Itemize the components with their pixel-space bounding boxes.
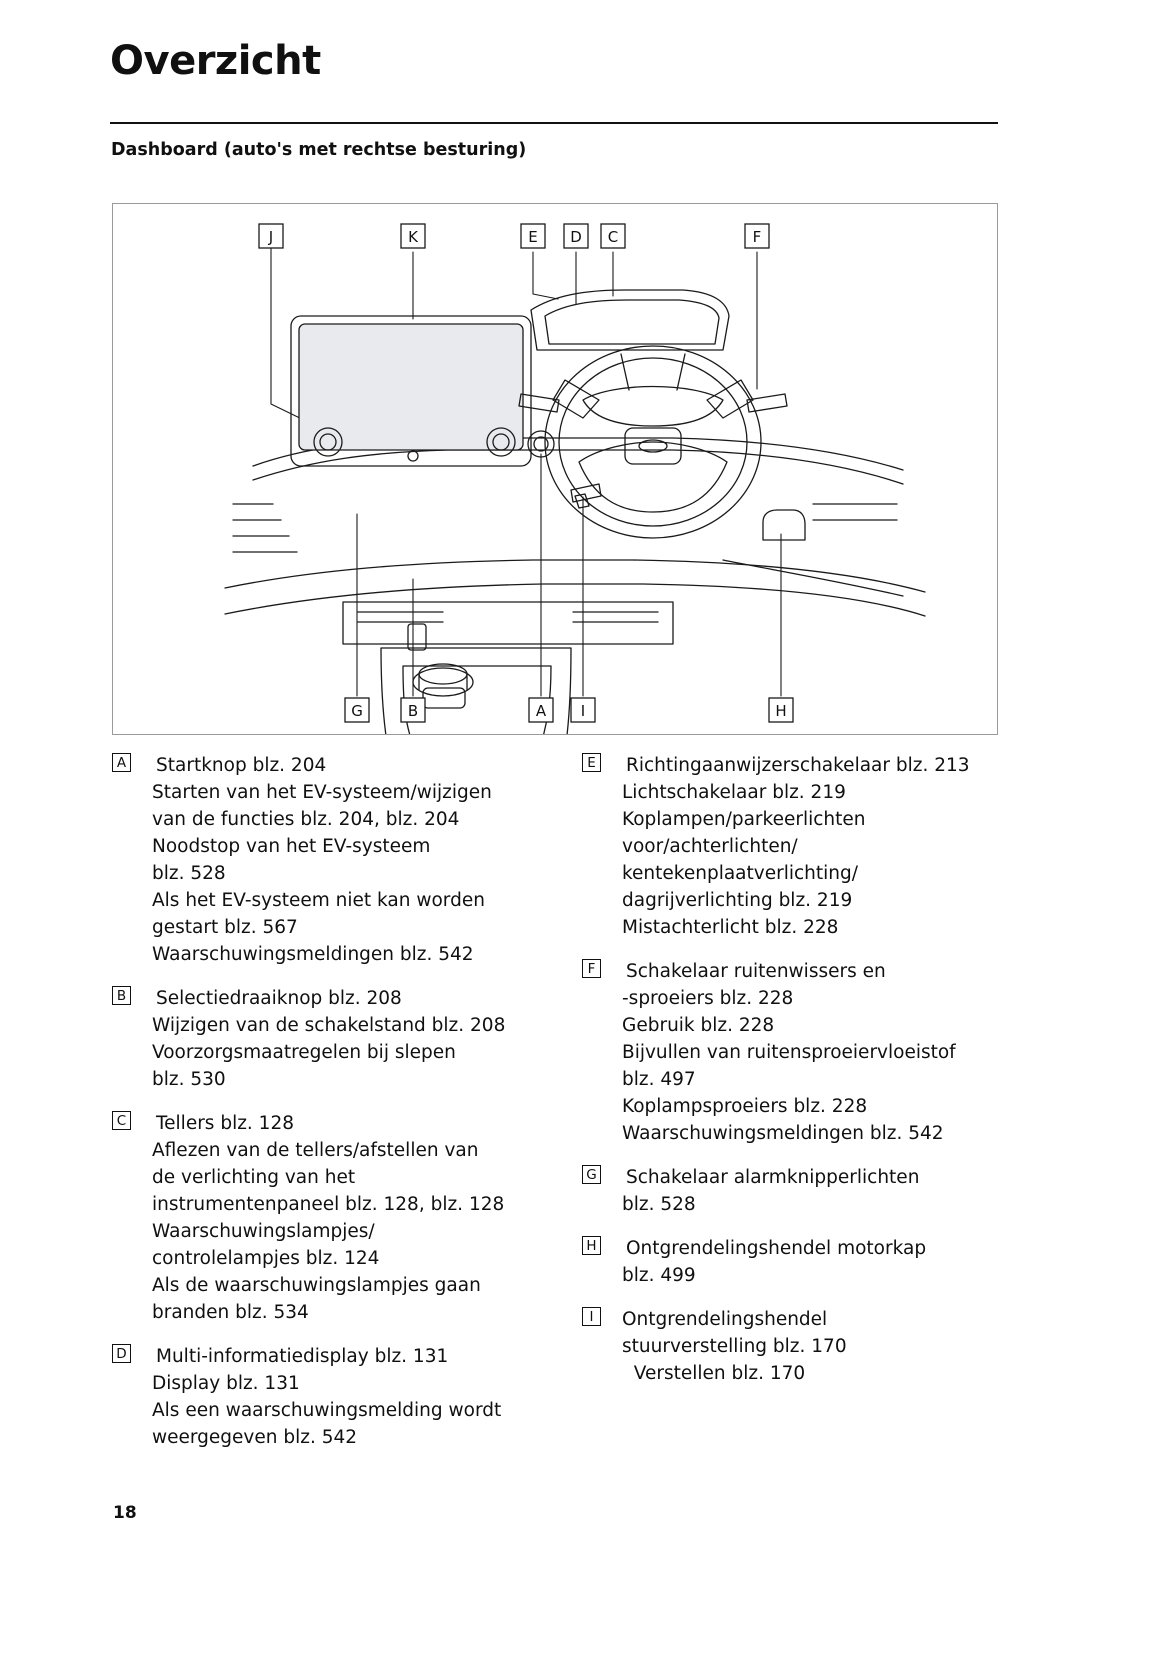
legend-text: Ontgrendelingshendel bbox=[622, 1309, 828, 1330]
legend-tag-a: A bbox=[112, 753, 131, 772]
legend-item-b bbox=[112, 985, 532, 1093]
legend-tag-g: G bbox=[582, 1165, 601, 1184]
legend-text: Schakelaar ruitenwissers en bbox=[626, 961, 886, 982]
callout-b: B bbox=[407, 702, 419, 720]
legend-text: Waarschuwingsmeldingen blz. 542 bbox=[622, 1123, 944, 1144]
legend-text: voor/achterlichten/ bbox=[622, 836, 798, 857]
legend-text: blz. 528 bbox=[152, 863, 226, 884]
legend-text: Waarschuwingslampjes/ bbox=[152, 1221, 375, 1242]
legend-text: blz. 499 bbox=[622, 1265, 696, 1286]
legend-text: Selectiedraaiknop blz. 208 bbox=[156, 988, 402, 1009]
legend-text: Display blz. 131 bbox=[152, 1373, 300, 1394]
legend-text: Startknop blz. 204 bbox=[156, 755, 327, 776]
legend-text: Als de waarschuwingslampjes gaan bbox=[152, 1275, 481, 1296]
legend-text: Lichtschakelaar blz. 219 bbox=[622, 782, 846, 803]
legend-tag-f: F bbox=[582, 959, 601, 978]
legend-text: Ontgrendelingshendel motorkap bbox=[626, 1238, 927, 1259]
callout-a: A bbox=[535, 702, 547, 720]
legend-text: van de functies blz. 204, blz. 204 bbox=[152, 809, 460, 830]
legend-item-g bbox=[582, 1164, 1002, 1218]
legend-text: blz. 528 bbox=[622, 1194, 696, 1215]
page-title: Overzicht bbox=[110, 38, 321, 84]
legend-text: dagrijverlichting blz. 219 bbox=[622, 890, 853, 911]
title-divider bbox=[110, 122, 998, 124]
legend-text: Noodstop van het EV-systeem bbox=[152, 836, 431, 857]
legend bbox=[112, 752, 1002, 1452]
legend-text: Gebruik blz. 228 bbox=[622, 1015, 775, 1036]
callout-k: K bbox=[408, 228, 418, 246]
callout-e: E bbox=[528, 228, 538, 246]
legend-text: Voorzorgsmaatregelen bij slepen bbox=[152, 1042, 456, 1063]
legend-item-h bbox=[582, 1235, 1002, 1289]
legend-text: gestart blz. 567 bbox=[152, 917, 298, 938]
section-heading: Dashboard (auto's met rechtse besturing) bbox=[111, 140, 527, 160]
legend-text: Koplampsproeiers blz. 228 bbox=[622, 1096, 868, 1117]
callout-f: F bbox=[752, 228, 762, 246]
legend-text: de verlichting van het bbox=[152, 1167, 356, 1188]
legend-text: -sproeiers blz. 228 bbox=[622, 988, 794, 1009]
legend-text: Mistachterlicht blz. 228 bbox=[622, 917, 839, 938]
legend-text: Als het EV-systeem niet kan worden bbox=[152, 890, 485, 911]
legend-tag-b: B bbox=[112, 986, 131, 1005]
legend-text: branden blz. 534 bbox=[152, 1302, 309, 1323]
legend-text: weergegeven blz. 542 bbox=[152, 1427, 358, 1448]
legend-text: blz. 497 bbox=[622, 1069, 696, 1090]
legend-text: controlelampjes blz. 124 bbox=[152, 1248, 380, 1269]
callout-j: J bbox=[268, 228, 274, 246]
page-number: 18 bbox=[113, 1503, 137, 1523]
legend-text: Waarschuwingsmeldingen blz. 542 bbox=[152, 944, 474, 965]
legend-text: Multi-informatiedisplay blz. 131 bbox=[156, 1346, 449, 1367]
legend-tag-e: E bbox=[582, 753, 601, 772]
legend-item-a bbox=[112, 752, 532, 968]
callout-h: H bbox=[775, 702, 787, 720]
legend-text: Koplampen/parkeerlichten bbox=[622, 809, 866, 830]
legend-text: instrumentenpaneel blz. 128, blz. 128 bbox=[152, 1194, 505, 1215]
legend-text: kentekenplaatverlichting/ bbox=[622, 863, 858, 884]
dashboard-diagram bbox=[112, 203, 998, 735]
legend-item-i bbox=[582, 1306, 1002, 1387]
legend-text: Verstellen blz. 170 bbox=[622, 1363, 806, 1384]
legend-text: Tellers blz. 128 bbox=[156, 1113, 294, 1134]
callout-g: G bbox=[351, 702, 363, 720]
legend-text: Als een waarschuwingsmelding wordt bbox=[152, 1400, 502, 1421]
callout-i: I bbox=[580, 702, 586, 720]
callout-d: D bbox=[570, 228, 582, 246]
legend-item-c bbox=[112, 1110, 532, 1326]
legend-column-left bbox=[112, 752, 532, 1468]
legend-text: blz. 530 bbox=[152, 1069, 226, 1090]
legend-tag-d: D bbox=[112, 1344, 131, 1363]
legend-text: Wijzigen van de schakelstand blz. 208 bbox=[152, 1015, 506, 1036]
legend-tag-c: C bbox=[112, 1111, 131, 1130]
legend-text: Richtingaanwijzerschakelaar blz. 213 bbox=[626, 755, 970, 776]
legend-tag-h: H bbox=[582, 1236, 601, 1255]
legend-text: Aflezen van de tellers/afstellen van bbox=[152, 1140, 479, 1161]
legend-text: Bijvullen van ruitensproeiervloeistof bbox=[622, 1042, 956, 1063]
legend-text: stuurverstelling blz. 170 bbox=[622, 1336, 847, 1357]
legend-tag-i: I bbox=[582, 1307, 601, 1326]
legend-text: Starten van het EV-systeem/wijzigen bbox=[152, 782, 492, 803]
legend-text: Schakelaar alarmknipperlichten bbox=[626, 1167, 920, 1188]
legend-column-right bbox=[582, 752, 1002, 1404]
legend-item-e bbox=[582, 752, 1002, 941]
legend-item-f bbox=[582, 958, 1002, 1147]
legend-item-d bbox=[112, 1343, 532, 1451]
callout-c: C bbox=[607, 228, 619, 246]
